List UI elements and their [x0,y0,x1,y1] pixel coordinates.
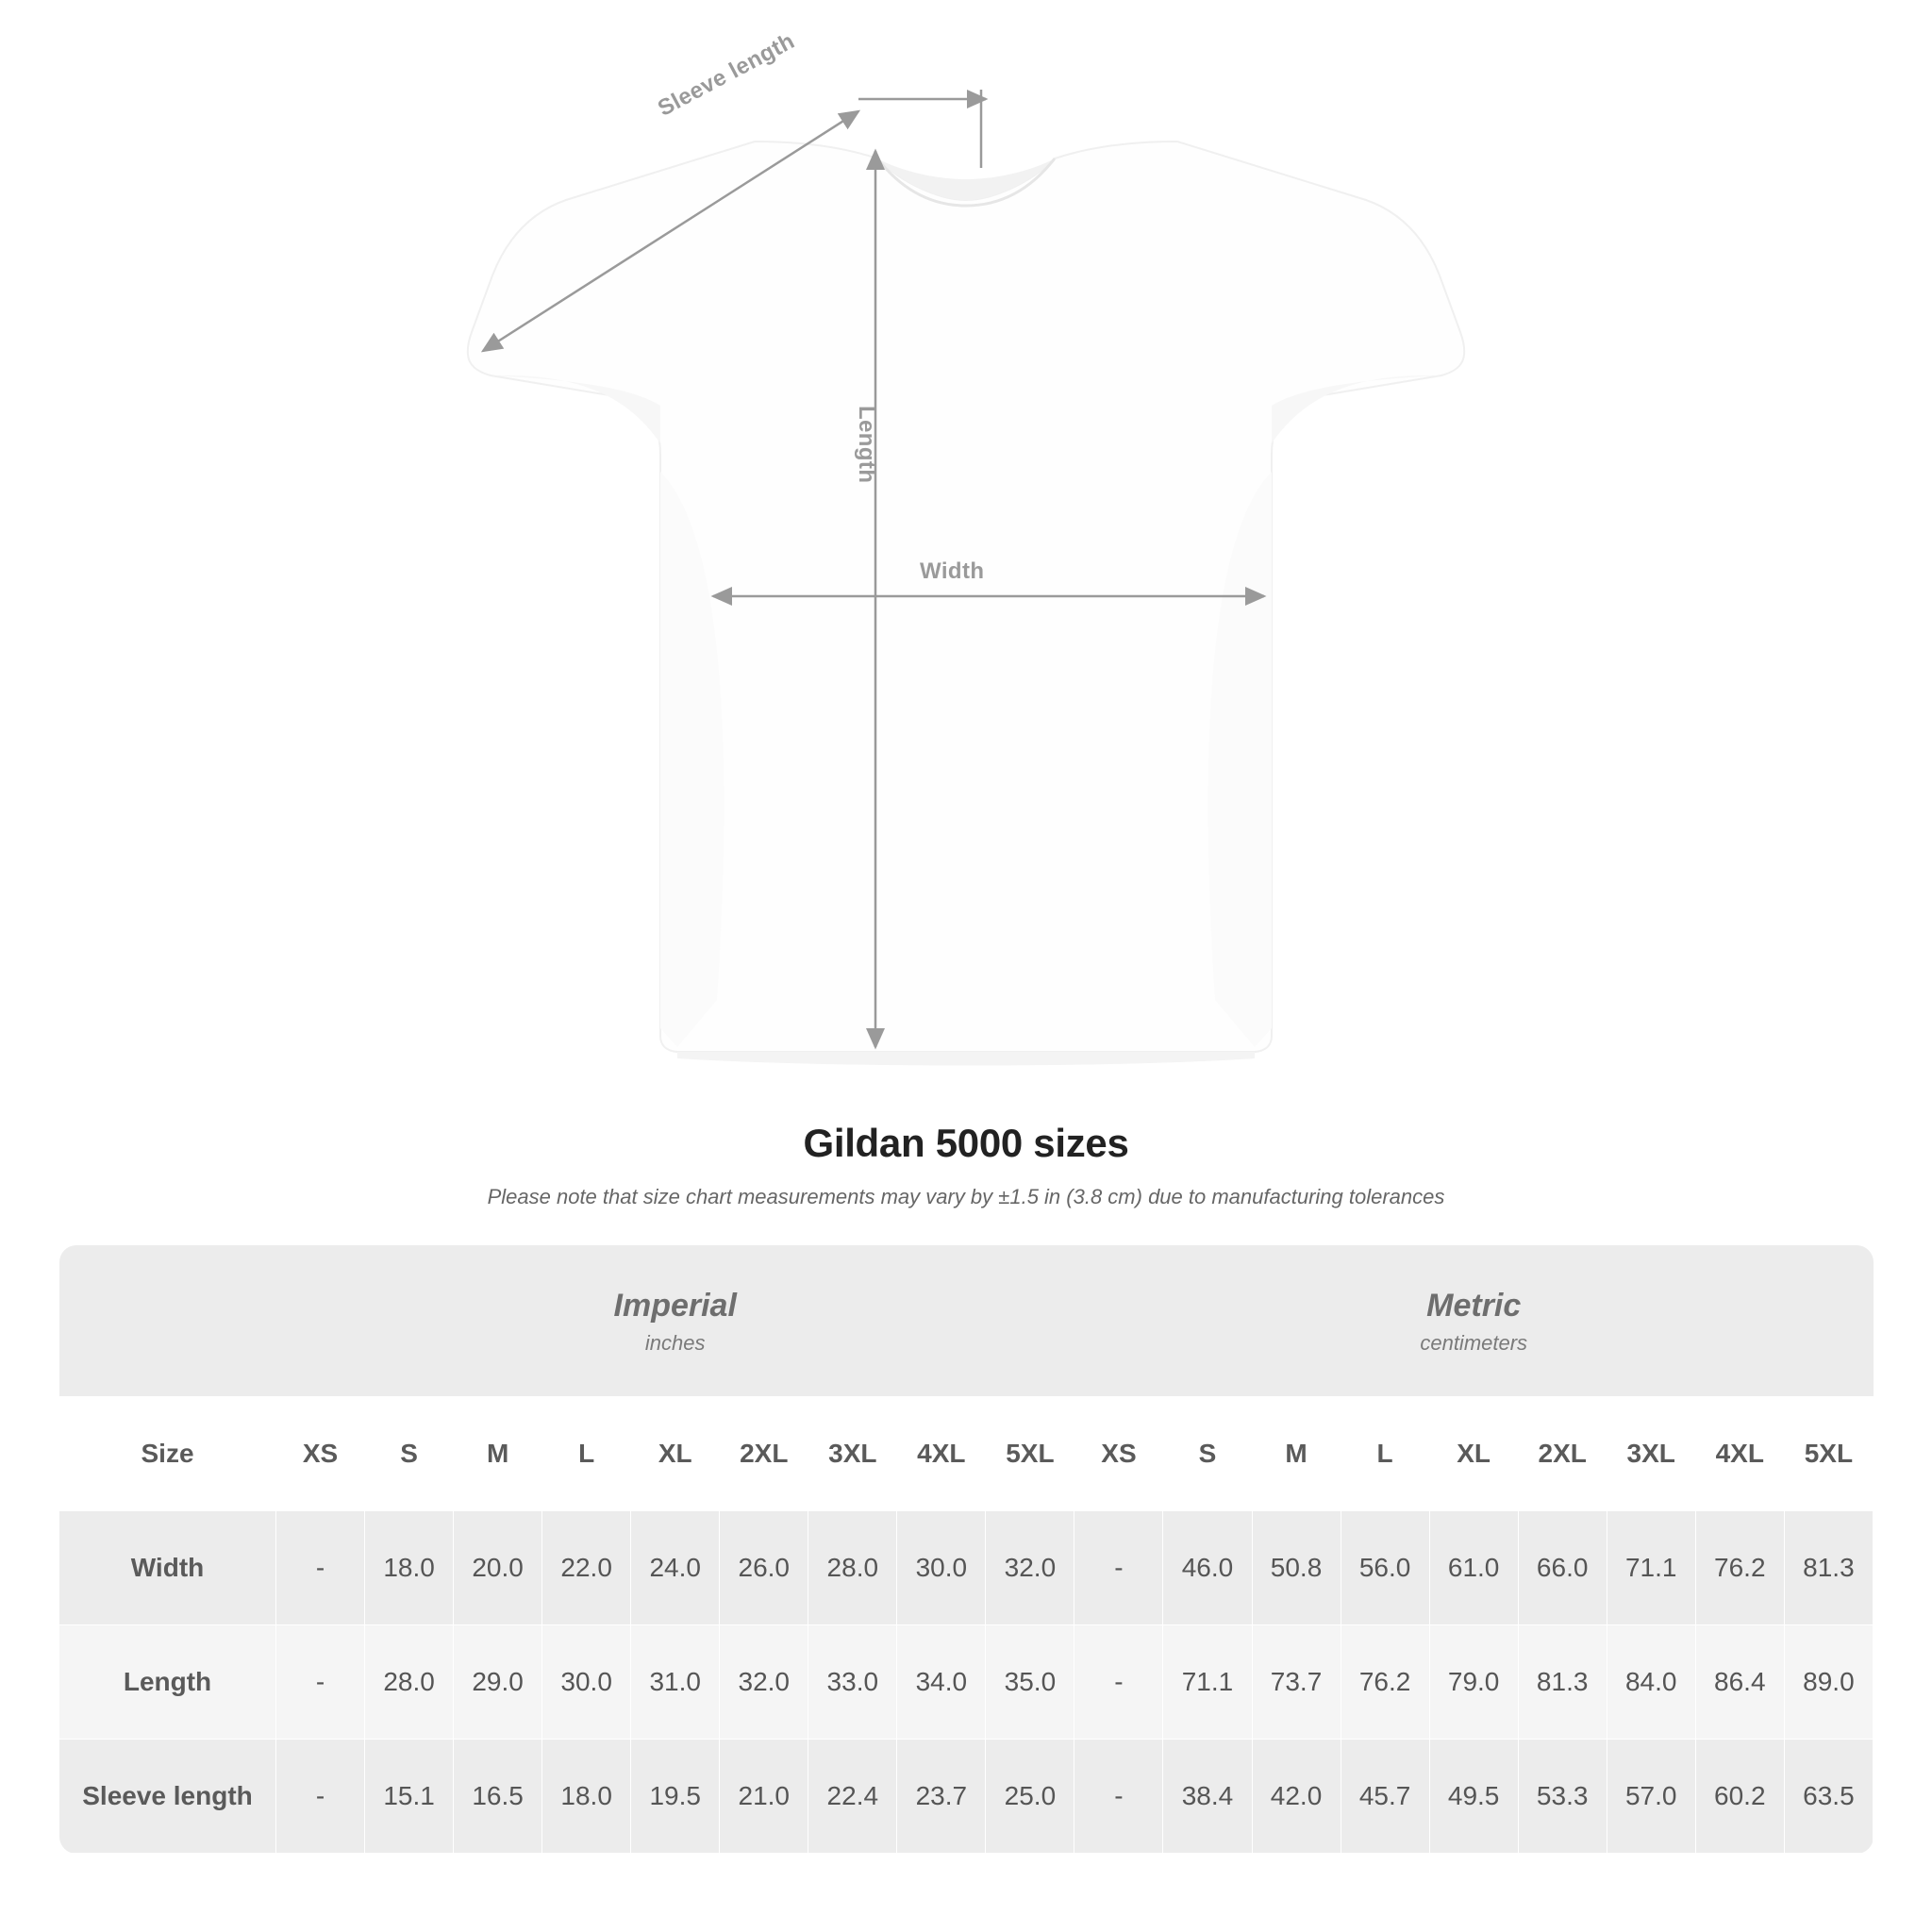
col-imperial-2xl: 2XL [720,1397,808,1511]
cell-length-imperial-2xl: 32.0 [720,1625,808,1740]
col-imperial-4xl: 4XL [897,1397,986,1511]
col-metric-3xl: 3XL [1607,1397,1695,1511]
col-metric-xs: XS [1074,1397,1163,1511]
cell-width-imperial-xs: - [276,1511,365,1625]
unit-metric-name: Metric [1426,1287,1522,1324]
cell-sleeve-imperial-3xl: 22.4 [808,1740,897,1854]
cell-sleeve-imperial-xl: 19.5 [631,1740,720,1854]
cell-sleeve-imperial-xs: - [276,1740,365,1854]
cell-sleeve-imperial-4xl: 23.7 [897,1740,986,1854]
col-metric-l: L [1341,1397,1429,1511]
cell-length-imperial-l: 30.0 [542,1625,631,1740]
cell-length-metric-xs: - [1074,1625,1163,1740]
col-imperial-5xl: 5XL [986,1397,1074,1511]
unit-imperial-sub: inches [644,1331,706,1356]
cell-length-metric-xl: 79.0 [1429,1625,1518,1740]
cell-sleeve-imperial-l: 18.0 [542,1740,631,1854]
cell-length-metric-2xl: 81.3 [1518,1625,1607,1740]
unit-imperial-cell [276,1245,1074,1397]
col-metric-m: M [1252,1397,1341,1511]
cell-width-metric-m: 50.8 [1252,1511,1341,1625]
cell-length-imperial-3xl: 33.0 [808,1625,897,1740]
length-label: Length [854,406,879,484]
size-corner-label: Size [59,1397,276,1511]
cell-sleeve-metric-5xl: 63.5 [1784,1740,1873,1854]
cell-sleeve-imperial-2xl: 21.0 [720,1740,808,1854]
cell-length-imperial-xs: - [276,1625,365,1740]
tshirt-shape [468,142,1465,1066]
cell-sleeve-metric-m: 42.0 [1252,1740,1341,1854]
title-block [0,1121,1932,1209]
cell-width-metric-3xl: 71.1 [1607,1511,1695,1625]
tolerance-note: Please note that size chart measurements may vary by ±1.5 in (3.8 cm) due to manufacturing tolerances [487,1185,1445,1208]
cell-width-metric-xs: - [1074,1511,1163,1625]
page-title: Gildan 5000 sizes [803,1121,1129,1165]
row-label-sleeve-length: Sleeve length [59,1740,276,1854]
cell-length-imperial-m: 29.0 [454,1625,542,1740]
cell-sleeve-imperial-s: 15.1 [365,1740,454,1854]
cell-width-imperial-s: 18.0 [365,1511,454,1625]
cell-width-imperial-2xl: 26.0 [720,1511,808,1625]
cell-sleeve-metric-2xl: 53.3 [1518,1740,1607,1854]
sleeve-length-label: Sleeve length [654,27,799,122]
cell-width-imperial-3xl: 28.0 [808,1511,897,1625]
cell-width-imperial-5xl: 32.0 [986,1511,1074,1625]
cell-length-metric-l: 76.2 [1341,1625,1429,1740]
cell-length-imperial-xl: 31.0 [631,1625,720,1740]
cell-width-imperial-l: 22.0 [542,1511,631,1625]
col-metric-s: S [1163,1397,1252,1511]
col-imperial-m: M [454,1397,542,1511]
col-imperial-s: S [365,1397,454,1511]
cell-length-metric-5xl: 89.0 [1784,1625,1873,1740]
unit-corner-cell [59,1245,276,1397]
unit-imperial-name: Imperial [613,1287,737,1324]
cell-length-metric-s: 71.1 [1163,1625,1252,1740]
cell-sleeve-metric-4xl: 60.2 [1695,1740,1784,1854]
cell-sleeve-metric-xs: - [1074,1740,1163,1854]
cell-width-imperial-m: 20.0 [454,1511,542,1625]
cell-sleeve-imperial-5xl: 25.0 [986,1740,1074,1854]
col-metric-xl: XL [1429,1397,1518,1511]
cell-length-metric-3xl: 84.0 [1607,1625,1695,1740]
cell-sleeve-imperial-m: 16.5 [454,1740,542,1854]
cell-width-metric-2xl: 66.0 [1518,1511,1607,1625]
unit-metric-cell [1074,1245,1874,1397]
row-label-length: Length [59,1625,276,1740]
cell-length-metric-m: 73.7 [1252,1625,1341,1740]
cell-width-imperial-xl: 24.0 [631,1511,720,1625]
table-row [59,1625,1874,1740]
cell-width-metric-4xl: 76.2 [1695,1511,1784,1625]
cell-length-imperial-4xl: 34.0 [897,1625,986,1740]
col-metric-2xl: 2XL [1518,1397,1607,1511]
table-row [59,1740,1874,1854]
unit-header-row [59,1245,1874,1397]
cell-sleeve-metric-3xl: 57.0 [1607,1740,1695,1854]
cell-width-metric-s: 46.0 [1163,1511,1252,1625]
row-label-width: Width [59,1511,276,1625]
size-header-row [59,1397,1874,1511]
unit-metric-sub: centimeters [1420,1331,1528,1356]
cell-length-imperial-5xl: 35.0 [986,1625,1074,1740]
col-imperial-xs: XS [276,1397,365,1511]
col-metric-5xl: 5XL [1784,1397,1873,1511]
cell-sleeve-metric-xl: 49.5 [1429,1740,1518,1854]
cell-sleeve-metric-l: 45.7 [1341,1740,1429,1854]
width-label: Width [920,558,985,584]
col-imperial-l: L [542,1397,631,1511]
table-row [59,1511,1874,1625]
cell-width-metric-l: 56.0 [1341,1511,1429,1625]
col-imperial-xl: XL [631,1397,720,1511]
cell-length-imperial-s: 28.0 [365,1625,454,1740]
col-metric-4xl: 4XL [1695,1397,1784,1511]
cell-width-metric-5xl: 81.3 [1784,1511,1873,1625]
cell-sleeve-metric-s: 38.4 [1163,1740,1252,1854]
cell-length-metric-4xl: 86.4 [1695,1625,1784,1740]
size-table-wrap [58,1245,1874,1854]
cell-width-imperial-4xl: 30.0 [897,1511,986,1625]
size-table [58,1245,1874,1854]
col-imperial-3xl: 3XL [808,1397,897,1511]
cell-width-metric-xl: 61.0 [1429,1511,1518,1625]
